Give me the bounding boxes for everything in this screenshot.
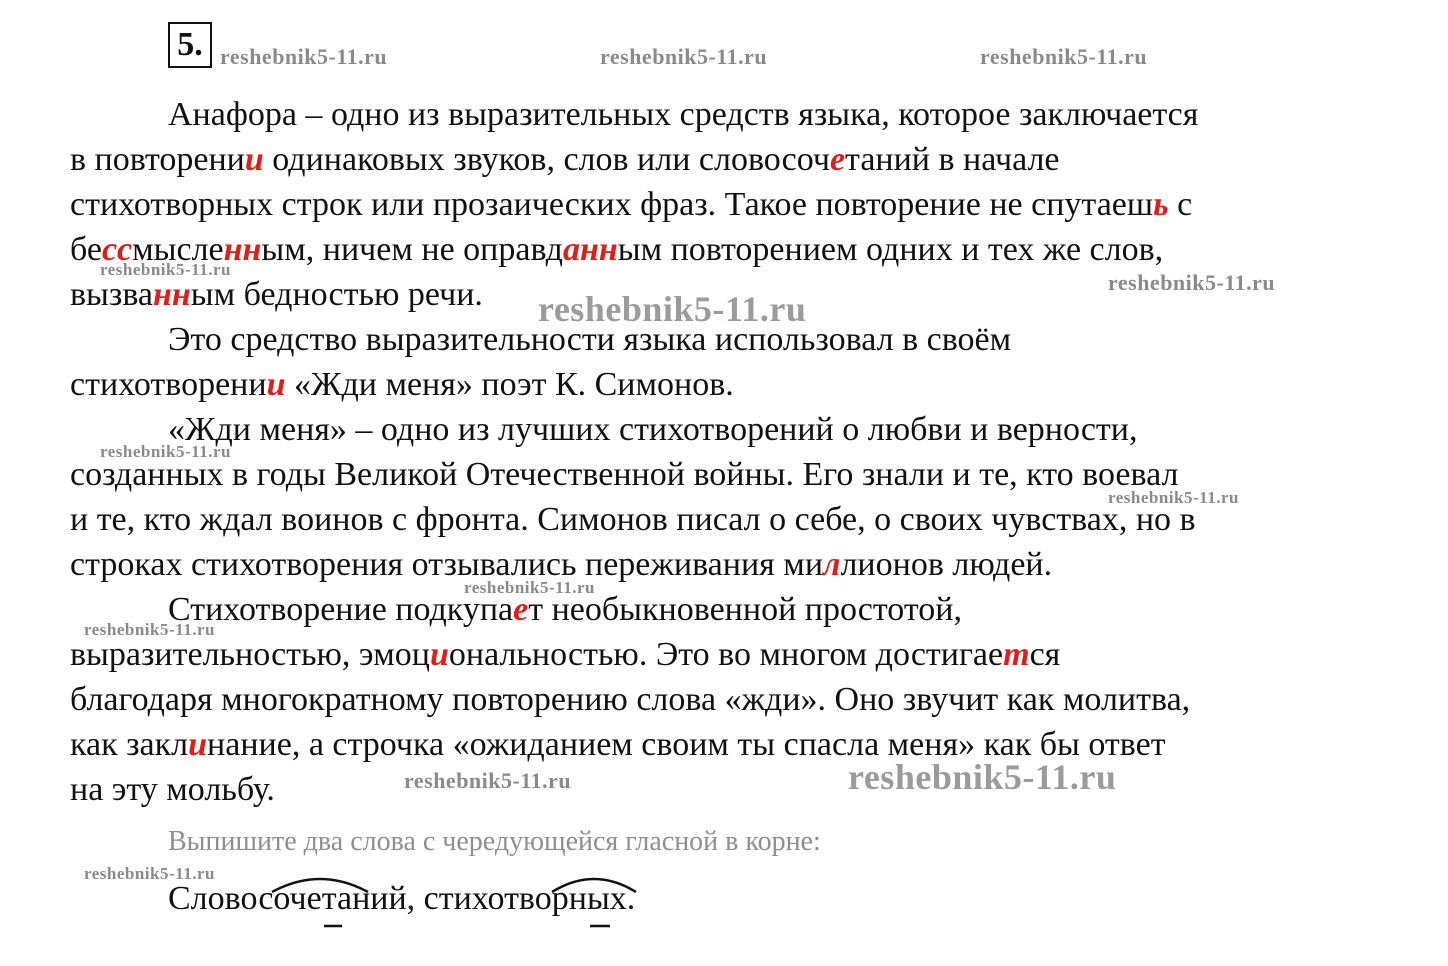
watermark: reshebnik5-11.ru	[538, 289, 807, 329]
exercise-number: 5.	[168, 22, 212, 68]
highlighted-letter: анн	[562, 231, 618, 268]
text-segment: выразительностью, эмоц	[70, 636, 430, 673]
text-segment: бе	[70, 231, 102, 268]
text-segment: т необыкновенной простотой,	[528, 591, 962, 628]
highlighted-letter: и	[429, 636, 449, 673]
text-segment: строках стихотворения отзывались переживания ми	[70, 546, 824, 583]
watermark: reshebnik5-11.ru	[100, 442, 231, 461]
root-arc-icon	[552, 879, 636, 892]
text-segment: ым бедностью речи.	[190, 276, 483, 313]
text-segment: лионов людей.	[840, 546, 1053, 583]
text-segment: на эту мольбу.	[70, 771, 275, 808]
watermark: reshebnik5-11.ru	[848, 757, 1117, 797]
highlighted-letter: л	[823, 546, 841, 583]
highlighted-letter: ь	[1153, 186, 1169, 223]
highlighted-letter: сс	[101, 231, 133, 268]
text-segment: Анафора – одно из выразительных средств языка, которое заключается	[168, 96, 1199, 133]
watermark: reshebnik5-11.ru	[220, 44, 388, 69]
text-segment: Стихотворение подкупа	[168, 591, 514, 628]
watermark: reshebnik5-11.ru	[100, 260, 231, 279]
watermark: reshebnik5-11.ru	[404, 768, 572, 793]
text-segment: созданных в годы Великой Отечественной войны. Его знали и те, кто воевал	[70, 456, 1179, 493]
text-segment: «Жди меня» поэт К. Симонов.	[285, 366, 734, 403]
text-segment: в повторени	[70, 141, 245, 178]
answer-text: Словосочетаний, стихотворных.	[168, 880, 636, 917]
watermark: reshebnik5-11.ru	[464, 578, 595, 597]
text-segment: ым, ничем не оправд	[261, 231, 563, 268]
text-segment: нание, а строчка «ожиданием своим ты спасла меня» как бы ответ	[207, 726, 1166, 763]
root-arc-icon	[272, 879, 368, 892]
watermark: reshebnik5-11.ru	[1108, 270, 1276, 295]
text-segment: таний в начале	[845, 141, 1060, 178]
highlighted-letter: е	[829, 141, 846, 178]
text-segment: «Жди меня» – одно из лучших стихотворений о любви и верности,	[168, 411, 1138, 448]
text-segment: ся	[1029, 636, 1061, 673]
watermark: reshebnik5-11.ru	[84, 620, 215, 639]
highlighted-letter: и	[188, 726, 208, 763]
task-prompt: Выпишите два слова с чередующейся гласной в корне:	[168, 826, 821, 857]
text-segment: стихотворных строк или прозаических фраз. Такое повторение не спутаеш	[70, 186, 1154, 223]
watermark: reshebnik5-11.ru	[1108, 488, 1239, 507]
text-segment: стихотворени	[70, 366, 267, 403]
text-segment: Это средство выразительности языка использовал в своём	[168, 321, 1012, 358]
text-segment: благодаря многократному повторению слова «жди». Оно звучит как молитва,	[70, 681, 1191, 718]
watermark: reshebnik5-11.ru	[84, 864, 215, 883]
text-segment: ональностью. Это во многом достигае	[448, 636, 1004, 673]
text-segment: ым повторением одних и тех же слов,	[617, 231, 1164, 268]
highlighted-letter: нн	[223, 231, 262, 268]
highlighted-letter: т	[1003, 636, 1030, 673]
watermark: reshebnik5-11.ru	[600, 44, 768, 69]
text-segment: мысле	[132, 231, 224, 268]
highlighted-letter: и	[244, 141, 264, 178]
highlighted-letter: е	[513, 591, 529, 628]
highlighted-letter: нн	[153, 276, 191, 313]
highlighted-letter: и	[266, 366, 286, 403]
text-segment: как закл	[70, 726, 189, 763]
text-segment: и те, кто ждал воинов с фронта. Симонов писал о себе, о своих чувствах, но в	[70, 501, 1196, 538]
text-segment: одинаковых звуков, слов или словосоч	[263, 141, 830, 178]
text-segment: вызва	[70, 276, 154, 313]
watermark: reshebnik5-11.ru	[980, 44, 1148, 69]
text-segment: с	[1168, 186, 1193, 223]
